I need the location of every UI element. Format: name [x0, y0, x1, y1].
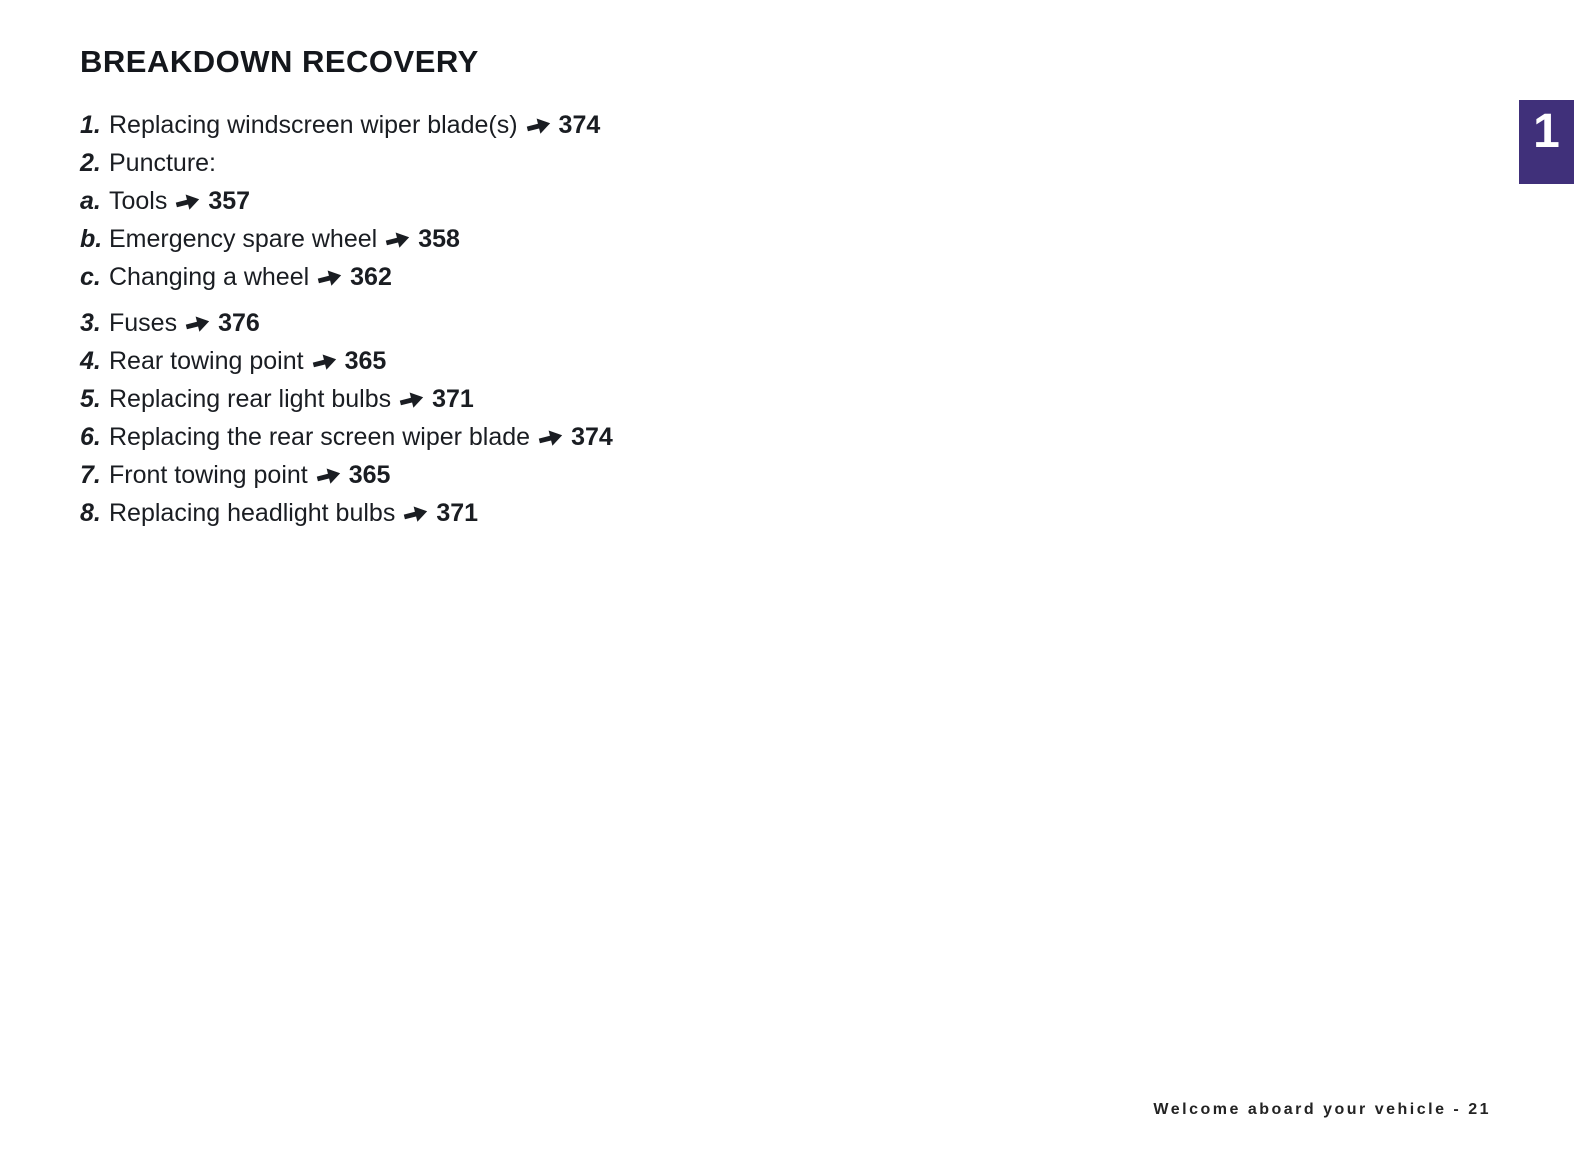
toc-item-page-ref: 376: [218, 308, 260, 337]
toc-item-marker: 7.: [80, 460, 101, 489]
page-arrow-icon: [527, 117, 551, 135]
page-arrow-icon: [400, 391, 424, 409]
toc-item: [80, 418, 613, 456]
toc-item-page-ref: 357: [208, 186, 251, 215]
toc-item-label: Changing a wheel: [109, 262, 310, 291]
page-arrow-icon: [313, 353, 337, 371]
page-arrow-icon: [386, 231, 410, 249]
toc-item-page-ref: 374: [571, 422, 613, 451]
toc-item-label: Replacing windscreen wiper blade(s): [109, 110, 518, 139]
toc-item-page-ref: 362: [350, 262, 392, 291]
toc-item-page-ref: 374: [558, 110, 601, 139]
page-arrow-icon: [539, 429, 563, 447]
toc-item-label: Emergency spare wheel: [109, 224, 378, 253]
toc-item-label: Tools: [109, 186, 168, 215]
toc-item: [80, 144, 613, 182]
toc-item-marker: 4.: [80, 346, 101, 375]
toc-item-marker: 5.: [80, 384, 101, 413]
toc-item: [80, 494, 613, 532]
page-arrow-icon: [318, 269, 342, 287]
toc-item-label: Rear towing point: [109, 346, 304, 375]
toc-item: [80, 182, 613, 220]
toc-item: [80, 380, 613, 418]
toc-item-page-ref: 371: [436, 498, 479, 527]
toc-item-label: Replacing the rear screen wiper blade: [109, 422, 531, 451]
toc-item: [80, 258, 613, 296]
toc-item-label: Puncture:: [109, 148, 217, 177]
toc-item-label: Front towing point: [109, 460, 308, 489]
page-title: BREAKDOWN RECOVERY: [80, 44, 479, 79]
toc-item: [80, 342, 613, 380]
toc-item-page-ref: 371: [432, 384, 474, 413]
toc-item-marker: a.: [80, 186, 101, 215]
toc-item-label: Fuses: [109, 308, 178, 337]
page-arrow-icon: [186, 315, 210, 333]
chapter-tab: [1519, 100, 1574, 184]
toc-list: [80, 106, 613, 532]
toc-item-page-ref: 365: [344, 346, 387, 375]
toc-item-marker: 3.: [80, 308, 101, 337]
page-arrow-icon: [176, 193, 200, 211]
toc-item-label: Replacing headlight bulbs: [109, 498, 396, 527]
toc-item-marker: c.: [80, 262, 101, 291]
toc-item: [80, 106, 613, 144]
page-footer: Welcome aboard your vehicle - 21: [1153, 1101, 1491, 1118]
toc-item: [80, 456, 613, 494]
toc-item-marker: 1.: [80, 110, 101, 139]
page-arrow-icon: [404, 505, 428, 523]
toc-item-page-ref: 365: [348, 460, 391, 489]
toc-item-marker: 6.: [80, 422, 101, 451]
toc-item-marker: 2.: [80, 148, 101, 177]
chapter-tab-number: 1: [1533, 105, 1560, 158]
toc-item: [80, 220, 613, 258]
toc-item-label: Replacing rear light bulbs: [109, 384, 392, 413]
toc-item: [80, 304, 613, 342]
toc-item-page-ref: 358: [418, 224, 460, 253]
toc-item-marker: 8.: [80, 498, 101, 527]
toc-item-marker: b.: [80, 224, 103, 253]
page-arrow-icon: [317, 467, 341, 485]
